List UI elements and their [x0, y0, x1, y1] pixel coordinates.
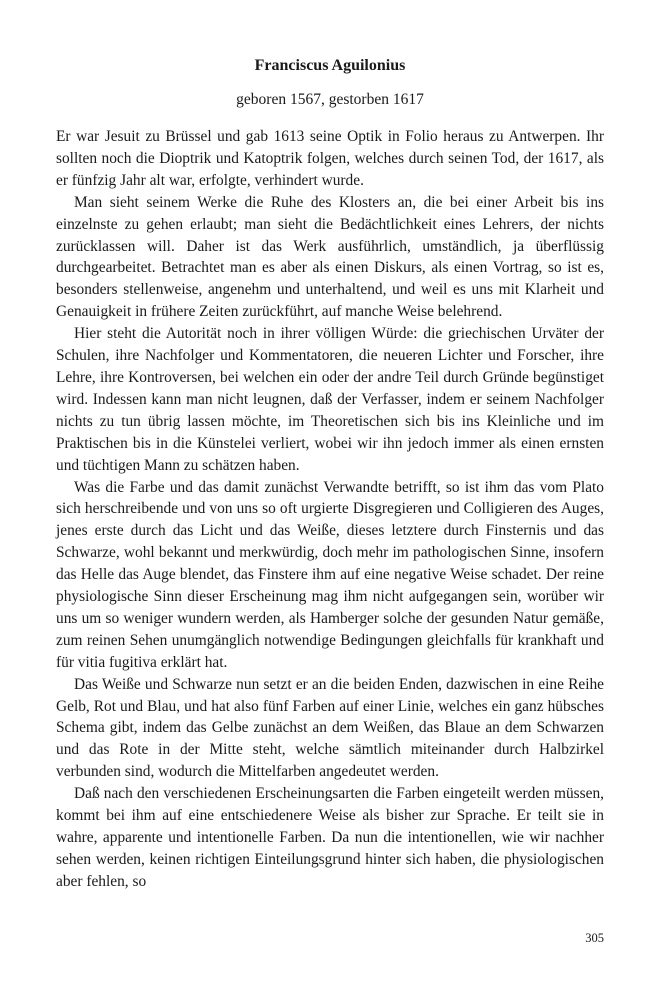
paragraph-1: Er war Jesuit zu Brüssel und gab 1613 seine Optik in Folio heraus zu Antwerpen. Ihr sollten noch die Dioptrik und Katoptrik folgen, welches durch seinen Tod, der 1617, als er fünfzig Jahr alt war, erfolgte, verhindert wurde.	[56, 128, 604, 189]
paragraph-4: Was die Farbe und das damit zunächst Verwandte betrifft, so ist ihm das vom Plato sich herschreibende und von uns so oft urgierte Disgregieren und Colligieren des Auges, jenes erste durch das Licht und das Weiße, dieses letztere durch Finsternis und das Schwarze, wohl bekannt und merkwürdig, doch mehr im pathologischen Sinne, insofern das Helle das Auge blendet, das Finstere ihm auf eine negative Weise schadet. Der reine physiologische Sinn dieser Erscheinung mag ihm nicht aufgegangen sein, worüber wir uns um so weniger wundern werden, als Hamberger solche der gesunden Natur gemäße, zum reinen Sehen unumgänglich notwendige Bedingungen gleichfalls für krankhaft und für vitia fugitiva erklärt hat.	[56, 478, 604, 671]
body-text	[56, 126, 604, 893]
page-content	[56, 54, 604, 893]
page-number: 305	[585, 931, 604, 945]
paragraph-5: Das Weiße und Schwarze nun setzt er an die beiden Enden, dazwischen in eine Reihe Gelb, Rot und Blau, und hat also fünf Farben auf einer Linie, welches ein ganz hübsches Schema gibt, indem das Gelbe zunächst an dem Weißen, das Blaue an dem Schwarzen und das Rote in der Mitte steht, welche sämtlich miteinander durch Halbzirkel verbunden sind, wodurch die Mittelfarben angedeutet werden.	[56, 675, 604, 781]
chapter-subtitle: geboren 1567, gestorben 1617	[236, 91, 424, 108]
paragraph-3: Hier steht die Autorität noch in ihrer völligen Würde: die griechischen Urväter der Schulen, ihre Nachfolger und Kommentatoren, die neueren Lichter und Forscher, ihre Lehre, ihre Kontroversen, bei welchen ein oder der andre Teil durch Gründe begünstiget wird. Indessen kann man nicht leugnen, daß der Verfasser, indem er seinem Nachfolger nichts zu tun übrig lassen möchte, im Theoretischen sich bis ins Kleinliche und im Praktischen bis in die Künstelei verliert, wobei wir ihn jedoch immer als einen ernsten und tüchtigen Mann zu schätzen haben.	[56, 325, 604, 474]
paragraph-6: Daß nach den verschiedenen Erscheinungsarten die Farben eingeteilt werden müssen, kommt bei ihm auf eine entschiedenere Weise als bisher zur Sprache. Er teilt sie in wahre, apparente und intentionelle Farben. Da nun die intentionellen, wie wir nachher sehen werden, keinen richtigen Einteilungsgrund hinter sich haben, die physiologischen aber fehlen, so	[56, 785, 604, 890]
chapter-title: Franciscus Aguilonius	[254, 57, 406, 74]
paragraph-2: Man sieht seinem Werke die Ruhe des Klosters an, die bei einer Arbeit bis ins einzelnste zu gehen erlaubt; man sieht die Bedächtlichkeit eines Lehrers, der nichts zurücklassen will. Daher ist das Werk ausführlich, umständlich, ja überflüssig durchgearbeitet. Betrachtet man es aber als einen Diskurs, als einen Vortrag, so ist es, besonders stellenweise, angenehm und unterhaltend, und weil es uns mit Klarheit und Genauigkeit in frühere Zeiten zurückführt, auf manche Weise belehrend.	[56, 193, 604, 321]
